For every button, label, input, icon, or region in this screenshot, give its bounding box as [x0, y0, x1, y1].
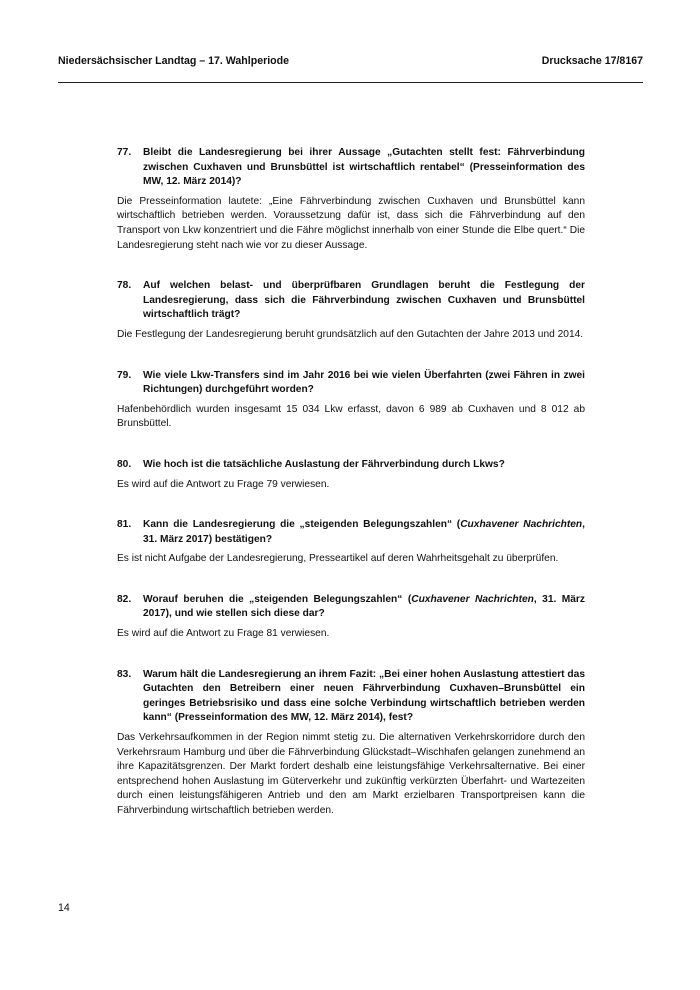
answer-text: Hafenbehördlich wurden insgesamt 15 034 Lkw erfasst, davon 6 989 ab Cuxhaven und 8 012 ab Brunsbüttel.: [117, 403, 585, 430]
page-header: [58, 55, 643, 67]
page-number: 14: [58, 902, 70, 914]
answer-text: Die Presseinformation lautete: „Eine Fährverbindung zwischen Cuxhaven und Brunsbüttel kann wirtschaftlich betrieben werden. Voraussetzung dafür ist, dass sich die Fährverbindung auf den Transport von Lkw konzentriert und die Fähre möglichst innerhalb von einer Stunde die Elbe quert.“ Die Landesregierung steht nach wie vor zu dieser Aussage.: [117, 195, 585, 251]
qa-list: [117, 146, 585, 845]
question-text-part: Kann die Landesregierung die „steigenden Belegungszahlen“ (: [143, 519, 461, 531]
publication-name: Cuxhavener Nachrichten: [411, 593, 534, 605]
question-number: 81.: [117, 519, 132, 531]
qa-item-77: [117, 146, 585, 253]
question: [117, 146, 585, 190]
qa-item-78: [117, 279, 585, 342]
question: [117, 668, 585, 726]
answer-text: Es wird auf die Antwort zu Frage 81 verwiesen.: [117, 628, 330, 640]
question-number: 77.: [117, 147, 132, 158]
answer-text: Das Verkehrsaufkommen in der Region nimmt stetig zu. Die alternativen Verkehrskorridore durch den Verkehrsraum Hamburg und über die Fährverbindung Glückstadt–Wischhafen gelangen zunehmend an ihre Kapazitätsgrenzen. Der Markt fordert deshalb eine leistungsfähige Verkehrsalternative. Bei einer entsprechend hohen Auslastung im Güterverkehr und zukünftig verkürzten Überfahrt- und Wartezeiten durch einen leistungsfähigeren Antrieb und den am Markt erzielbaren Transportpreisen kann die Fährverbindung wirtschaftlich betrieben werden.: [117, 732, 585, 816]
question-number: 80.: [117, 458, 132, 470]
question: [117, 458, 585, 473]
question-text: [143, 518, 585, 547]
header-divider: [58, 82, 643, 83]
qa-item-79: [117, 369, 585, 432]
question-text: Bleibt die Landesregierung bei ihrer Aussage „Gutachten stellt fest: Fährverbindung zwischen Cuxhaven und Brunsbüttel ist wirtschaftlich rentabel“ (Presseinformation des MW, 12. März 2014)?: [143, 147, 585, 188]
header-title: Niedersächsischer Landtag – 17. Wahlperiode: [58, 55, 289, 67]
question-number: 79.: [117, 369, 132, 381]
qa-item-82: [117, 593, 585, 642]
question: [117, 279, 585, 323]
qa-item-83: [117, 668, 585, 819]
question-text-part: , 31. März 2017) bestätigen?: [143, 519, 585, 545]
question-number: 78.: [117, 280, 132, 292]
answer-text: Es ist nicht Aufgabe der Landesregierung, Presseartikel auf deren Wahrheitsgehalt zu überprüfen.: [117, 553, 559, 565]
qa-item-81: [117, 518, 585, 567]
question-number: 82.: [117, 593, 132, 605]
question-number: 83.: [117, 668, 132, 680]
question-text-part: , 31. März 2017), und wie stellen sich diese dar?: [143, 593, 585, 620]
question-text: Warum hält die Landesregierung an ihrem Fazit: „Bei einer hohen Auslastung attestiert das Gutachten den Betreibern einer neuen Fährverbindung Cuxhaven–Brunsbüttel ein geringes Betriebsrisiko und dass eine solche Verbindung wirtschaftlich betrieben werden kann“ (Presseinformation des MW, 12. März 2014), fest?: [143, 668, 585, 724]
publication-name: Cuxhavener Nachrichten: [460, 519, 583, 531]
question-text: [143, 593, 585, 622]
document-number: Drucksache 17/8167: [541, 55, 643, 67]
qa-item-80: [117, 458, 585, 492]
question: [117, 593, 585, 622]
answer-text: Es wird auf die Antwort zu Frage 79 verwiesen.: [117, 478, 330, 490]
question: [117, 518, 585, 547]
question-text-part: Worauf beruhen die „steigenden Belegungszahlen“ (: [143, 593, 412, 605]
question-text: Wie viele Lkw-Transfers sind im Jahr 2016 bei wie vielen Überfahrten (zwei Fähren in zwei Richtungen) durchgeführt worden?: [143, 369, 585, 396]
answer-text: Die Festlegung der Landesregierung beruht grundsätzlich auf den Gutachten der Jahre 2013 und 2014.: [117, 328, 584, 340]
question-text: Wie hoch ist die tatsächliche Auslastung der Fährverbindung durch Lkws?: [143, 458, 505, 470]
question-text: Auf welchen belast- und überprüfbaren Grundlagen beruht die Festlegung der Landesregierung, dass sich die Fährverbindung zwischen Cuxhaven und Brunsbüttel wirtschaftlich trägt?: [143, 280, 585, 321]
question: [117, 369, 585, 398]
